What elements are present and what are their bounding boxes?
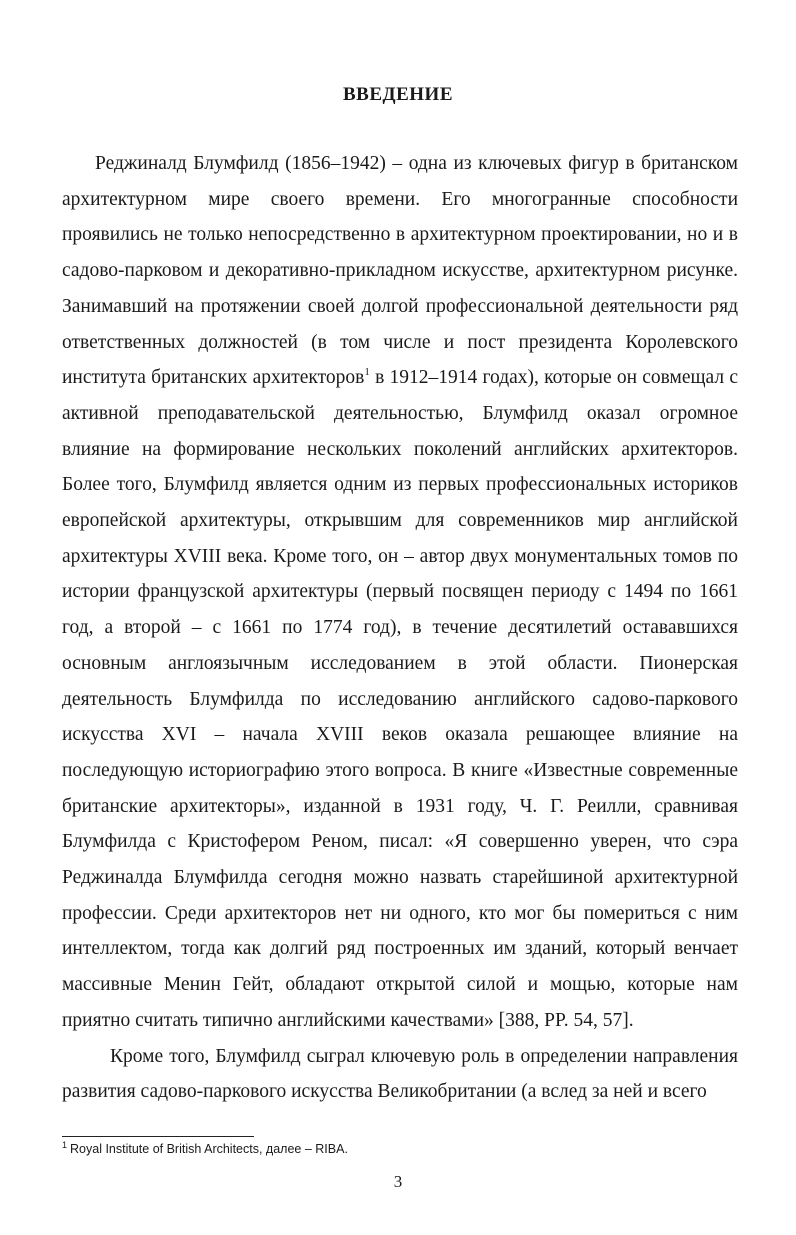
page-number: 3 [393,1172,403,1191]
paragraph-1 [62,146,738,1039]
footnote [62,1142,348,1156]
footnote-reference[interactable]: 1 [364,366,370,379]
footnote-mark: 1 [62,1140,68,1150]
footnote-divider [62,1136,254,1137]
paragraph-1-text-end: в 1912–1914 годах), которые он совмещал с активной преподавательской деятельностью, Блумфилд оказал огромное влияние на формирование нескольких поколений английских архитекторов. Более того, Блумфилд является одним из первых профессиональных историков европейской архитектуры, открывшим для современников мир английской архитектуры XVIII века. Кроме того, он – автор двух монументальных томов по истории французской архитектуры (первый посвящен периоду с 1494 по 1661 год, а второй – с 1661 по 1774 год), в течение десятилетий остававшихся основным англоязычным исследованием в этой области. Пионерская деятельность Блумфилда по исследованию английского садово-паркового искусства XVI – начала XVIII веков оказала решающее влияние на последующую историографию этого вопроса. В книге «Известные современные британские архитекторы», изданной в 1931 году, Ч. Г. Реилли, сравнивая Блумфилда с Кристофером Реном, писал: «Я совершенно уверен, что сэра Реджиналда Блумфилда сегодня можно назвать старейшиной архитектурной профессии. Среди архитекторов нет ни одного, кто мог бы помериться с ним интеллектом, тогда как долгий ряд построенных им зданий, который венчает массивные Менин Гейт, обладают открытой силой и мощью, которые нам приятно считать типично английскими качествами» [388, PP. 54, 57]. [62,367,739,1031]
page-title: ВВЕДЕНИЕ [343,84,453,105]
paragraph-1-text-start: Реджиналд Блумфилд (1856–1942) – одна из ключевых фигур в британском архитектурном мире своего времени. Его многогранные способности проявились не только непосредственно в архитектурном проектировании, но и в садово-парковом и декоративно-прикладном искусстве, архитектурном рисунке. Занимавший на протяжении своей долгой профессиональной деятельности ряд ответственных должностей (в том числе и пост президента Королевского института британских архитекторов [62,153,738,389]
body-text [62,146,738,1110]
paragraph-2: Кроме того, Блумфилд сыграл ключевую роль в определении направления развития садово-паркового искусства Великобритании (а вслед за ней и всего [62,1045,738,1103]
footnote-text: Royal Institute of British Architects, далее – RIBA. [70,1142,348,1156]
